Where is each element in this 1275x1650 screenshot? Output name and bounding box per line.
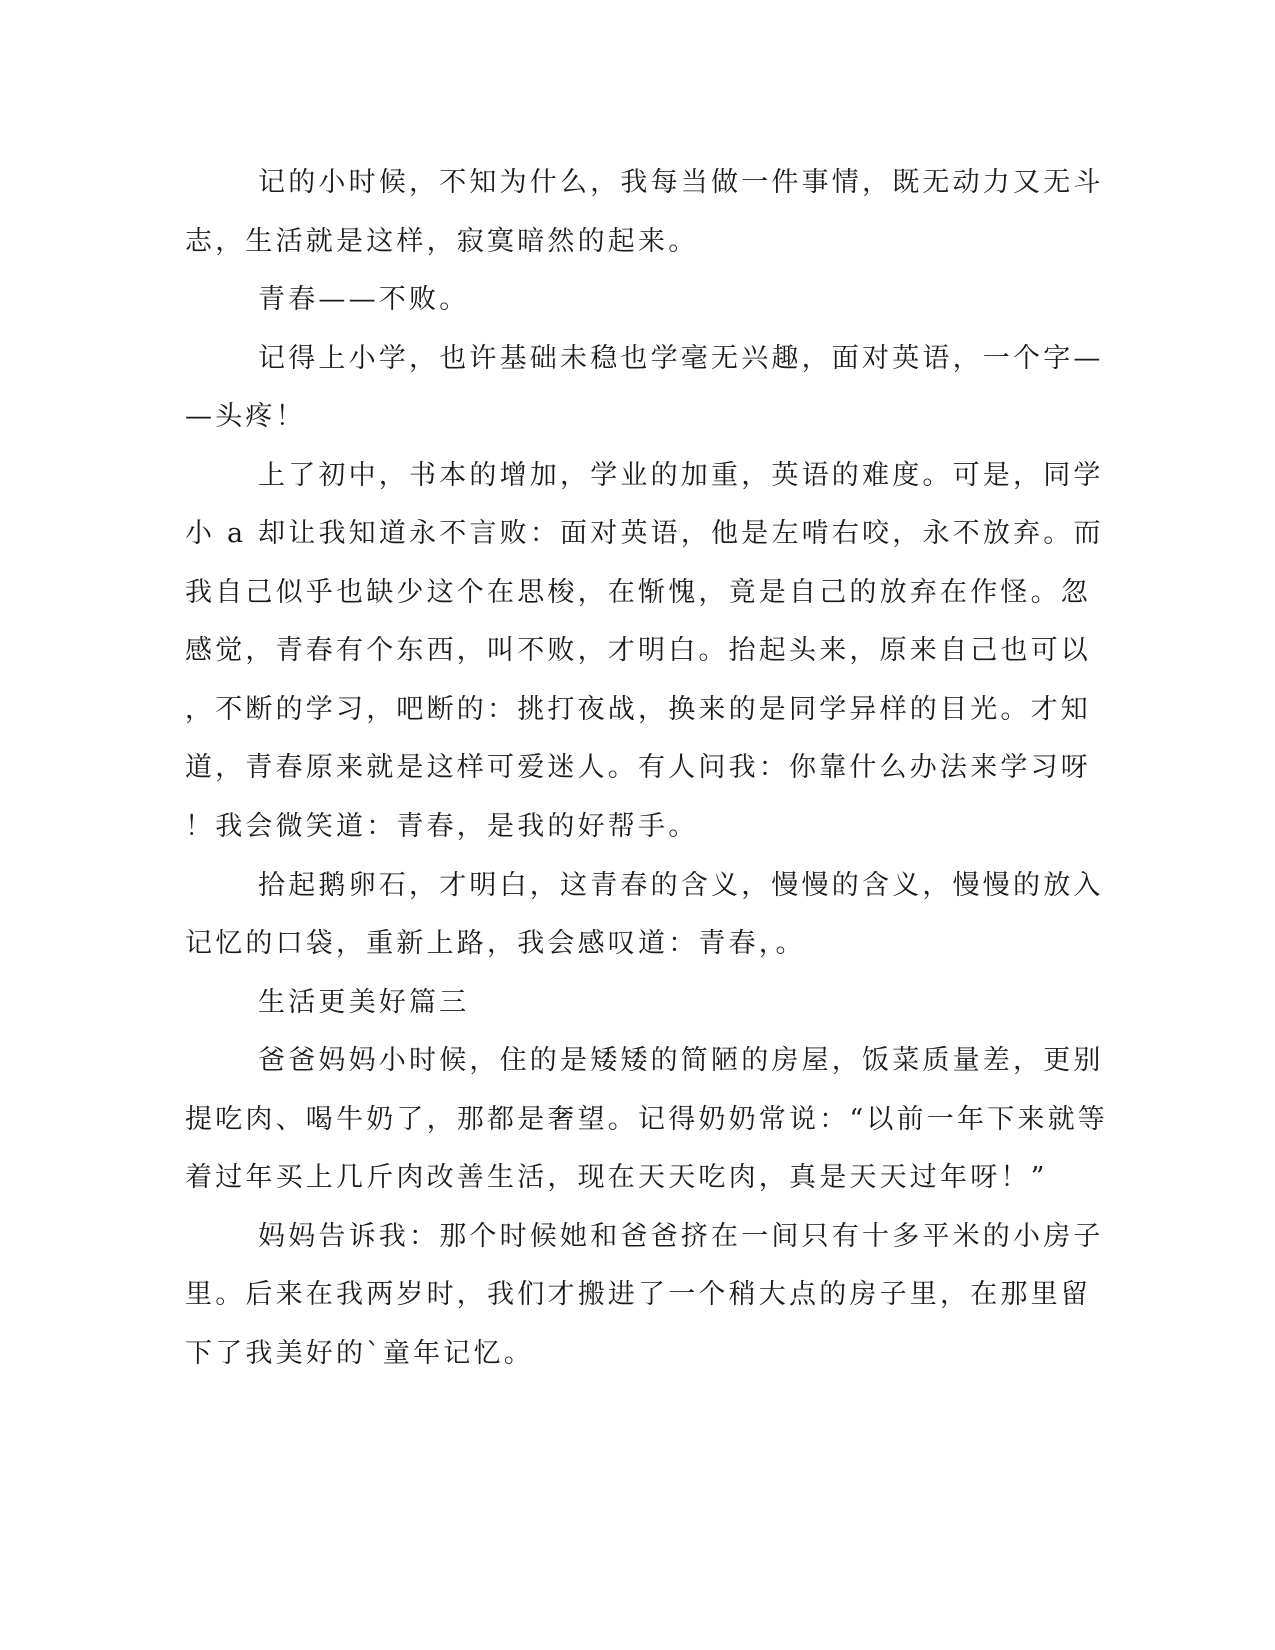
paragraph-1-line-2: 志，生活就是这样，寂寞暗然的起来。 bbox=[185, 226, 699, 257]
section-heading-youth-undefeated: 青春——不败。 bbox=[258, 284, 470, 315]
paragraph-2-line-1: 记得上小学，也许基础未稳也学毫无兴趣，面对英语，一个字— bbox=[258, 343, 1104, 374]
paragraph-5-line-3: 着过年买上几斤肉改善生活，现在天天吃肉，真是天天过年呀！” bbox=[185, 1162, 1048, 1193]
paragraph-3-line-2: 小 a 却让我知道永不言败：面对英语，他是左啃右咬，永不放弃。而 bbox=[185, 518, 1104, 549]
paragraph-3-line-5: ，不断的学习，吧断的：挑打夜战，换来的是同学异样的目光。才知 bbox=[185, 694, 1091, 725]
paragraph-2-line-2: —头疼！ bbox=[185, 401, 306, 432]
paragraph-4-line-1: 拾起鹅卵石，才明白，这青春的含义，慢慢的含义，慢慢的放入 bbox=[258, 870, 1104, 901]
paragraph-3-line-1: 上了初中，书本的增加，学业的加重，英语的难度。可是，同学 bbox=[258, 460, 1104, 491]
paragraph-3-line-4: 感觉，青春有个东西，叫不败，才明白。抬起头来，原来自己也可以 bbox=[185, 635, 1091, 666]
paragraph-3-line-6: 道，青春原来就是这样可爱迷人。有人问我：你靠什么办法来学习呀 bbox=[185, 752, 1091, 783]
paragraph-6-line-2: 里。后来在我两岁时，我们才搬进了一个稍大点的房子里，在那里留 bbox=[185, 1279, 1091, 1310]
paragraph-3-line-7: ！我会微笑道：青春，是我的好帮手。 bbox=[185, 811, 699, 842]
paragraph-1-line-1: 记的小时候，不知为什么，我每当做一件事情，既无动力又无斗 bbox=[258, 167, 1104, 198]
section-heading-better-life-part-3: 生活更美好篇三 bbox=[258, 987, 470, 1018]
paragraph-5-line-1: 爸爸妈妈小时候，住的是矮矮的简陋的房屋，饭菜质量差，更别 bbox=[258, 1045, 1104, 1076]
paragraph-5-line-2: 提吃肉、喝牛奶了，那都是奢望。记得奶奶常说：“以前一年下来就等 bbox=[185, 1104, 1109, 1135]
paragraph-3-line-3: 我自己似乎也缺少这个在思梭，在惭愧，竟是自己的放弃在作怪。忽 bbox=[185, 577, 1091, 608]
paragraph-6-line-3: 下了我美好的`童年记忆。 bbox=[185, 1338, 534, 1369]
paragraph-4-line-2: 记忆的口袋，重新上路，我会感叹道：青春，。 bbox=[185, 928, 806, 959]
paragraph-6-line-1: 妈妈告诉我：那个时候她和爸爸挤在一间只有十多平米的小房子 bbox=[258, 1221, 1104, 1252]
